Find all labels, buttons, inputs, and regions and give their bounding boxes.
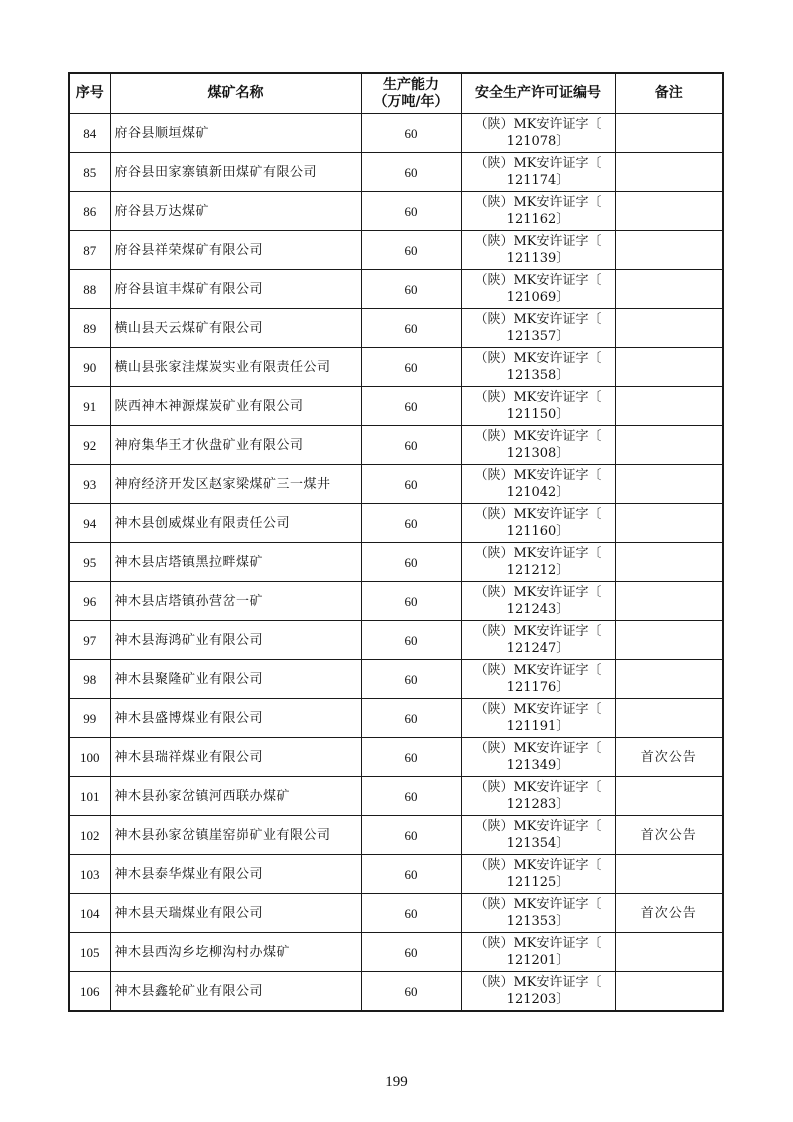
cell-license xyxy=(461,855,615,894)
license-line1: （陕）MK安许证字〔 xyxy=(474,312,602,327)
license-line1: （陕）MK安许证字〔 xyxy=(474,897,602,912)
table-row xyxy=(69,231,723,270)
table-row xyxy=(69,114,723,153)
cell-note xyxy=(615,504,723,543)
cell-mine-name: 神木县天瑞煤业有限公司 xyxy=(110,894,361,933)
table-row xyxy=(69,348,723,387)
table-header-row xyxy=(69,73,723,114)
cell-license xyxy=(461,933,615,972)
page-number: 199 xyxy=(385,1074,408,1090)
cell-mine-name: 府谷县谊丰煤矿有限公司 xyxy=(110,270,361,309)
cell-no: 92 xyxy=(69,426,110,465)
cell-license xyxy=(461,582,615,621)
cell-mine-name: 府谷县万达煤矿 xyxy=(110,192,361,231)
license-line2: 121042〕 xyxy=(506,485,570,500)
license-line1: （陕）MK安许证字〔 xyxy=(474,468,602,483)
cell-no: 87 xyxy=(69,231,110,270)
cell-capacity: 60 xyxy=(361,270,461,309)
license-line1: （陕）MK安许证字〔 xyxy=(474,117,602,132)
license-line2: 121283〕 xyxy=(506,797,570,812)
license-line1: （陕）MK安许证字〔 xyxy=(474,429,602,444)
cell-note xyxy=(615,114,723,153)
cell-license xyxy=(461,348,615,387)
cell-mine-name: 神木县聚隆矿业有限公司 xyxy=(110,660,361,699)
license-line1: （陕）MK安许证字〔 xyxy=(474,507,602,522)
table-row xyxy=(69,309,723,348)
table-row xyxy=(69,543,723,582)
cell-no: 99 xyxy=(69,699,110,738)
table-row xyxy=(69,777,723,816)
cell-capacity: 60 xyxy=(361,309,461,348)
license-line2: 121191〕 xyxy=(506,719,570,734)
header-capacity xyxy=(361,73,461,114)
license-line2: 121358〕 xyxy=(506,368,570,383)
header-license: 安全生产许可证编号 xyxy=(461,73,615,114)
license-line2: 121353〕 xyxy=(506,914,570,929)
cell-license xyxy=(461,270,615,309)
cell-capacity: 60 xyxy=(361,465,461,504)
cell-no: 102 xyxy=(69,816,110,855)
cell-capacity: 60 xyxy=(361,348,461,387)
cell-note xyxy=(615,777,723,816)
license-line1: （陕）MK安许证字〔 xyxy=(474,858,602,873)
cell-license xyxy=(461,231,615,270)
license-line1: （陕）MK安许证字〔 xyxy=(474,585,602,600)
cell-note: 首次公告 xyxy=(615,738,723,777)
cell-license xyxy=(461,153,615,192)
table-row xyxy=(69,972,723,1012)
cell-capacity: 60 xyxy=(361,855,461,894)
cell-note xyxy=(615,426,723,465)
cell-capacity: 60 xyxy=(361,972,461,1012)
cell-no: 88 xyxy=(69,270,110,309)
cell-no: 105 xyxy=(69,933,110,972)
license-line2: 121174〕 xyxy=(506,173,570,188)
license-line2: 121176〕 xyxy=(506,680,570,695)
license-line2: 121357〕 xyxy=(506,329,570,344)
cell-note xyxy=(615,972,723,1012)
cell-mine-name: 神木县泰华煤业有限公司 xyxy=(110,855,361,894)
cell-note xyxy=(615,348,723,387)
table-row xyxy=(69,387,723,426)
table-row xyxy=(69,465,723,504)
cell-no: 97 xyxy=(69,621,110,660)
table-row xyxy=(69,660,723,699)
cell-mine-name: 横山县天云煤矿有限公司 xyxy=(110,309,361,348)
cell-note xyxy=(615,543,723,582)
cell-capacity: 60 xyxy=(361,504,461,543)
cell-no: 106 xyxy=(69,972,110,1012)
cell-license xyxy=(461,114,615,153)
cell-no: 90 xyxy=(69,348,110,387)
cell-license xyxy=(461,543,615,582)
cell-capacity: 60 xyxy=(361,543,461,582)
cell-license xyxy=(461,816,615,855)
cell-license xyxy=(461,387,615,426)
cell-no: 93 xyxy=(69,465,110,504)
cell-license xyxy=(461,738,615,777)
table-row xyxy=(69,855,723,894)
cell-mine-name: 神木县鑫轮矿业有限公司 xyxy=(110,972,361,1012)
license-line2: 121349〕 xyxy=(506,758,570,773)
cell-mine-name: 府谷县田家寨镇新田煤矿有限公司 xyxy=(110,153,361,192)
cell-capacity: 60 xyxy=(361,192,461,231)
license-line1: （陕）MK安许证字〔 xyxy=(474,663,602,678)
cell-license xyxy=(461,699,615,738)
license-line1: （陕）MK安许证字〔 xyxy=(474,234,602,249)
license-line2: 121247〕 xyxy=(506,641,570,656)
license-line1: （陕）MK安许证字〔 xyxy=(474,156,602,171)
cell-capacity: 60 xyxy=(361,894,461,933)
cell-mine-name: 神木县创威煤业有限责任公司 xyxy=(110,504,361,543)
cell-no: 85 xyxy=(69,153,110,192)
table-row xyxy=(69,699,723,738)
cell-capacity: 60 xyxy=(361,933,461,972)
license-line1: （陕）MK安许证字〔 xyxy=(474,819,602,834)
table-row xyxy=(69,192,723,231)
cell-mine-name: 神木县孙家岔镇河西联办煤矿 xyxy=(110,777,361,816)
cell-no: 100 xyxy=(69,738,110,777)
cell-mine-name: 府谷县祥荣煤矿有限公司 xyxy=(110,231,361,270)
table-row xyxy=(69,270,723,309)
cell-mine-name: 横山县张家洼煤炭实业有限责任公司 xyxy=(110,348,361,387)
cell-license xyxy=(461,309,615,348)
cell-mine-name: 神府经济开发区赵家梁煤矿三一煤井 xyxy=(110,465,361,504)
cell-capacity: 60 xyxy=(361,777,461,816)
license-line1: （陕）MK安许证字〔 xyxy=(474,624,602,639)
cell-license xyxy=(461,192,615,231)
cell-capacity: 60 xyxy=(361,114,461,153)
license-line1: （陕）MK安许证字〔 xyxy=(474,780,602,795)
cell-mine-name: 神木县盛博煤业有限公司 xyxy=(110,699,361,738)
license-line2: 121069〕 xyxy=(506,290,570,305)
cell-note xyxy=(615,309,723,348)
cell-capacity: 60 xyxy=(361,699,461,738)
cell-note xyxy=(615,231,723,270)
license-line1: （陕）MK安许证字〔 xyxy=(474,351,602,366)
table-row xyxy=(69,816,723,855)
license-line2: 121243〕 xyxy=(506,602,570,617)
license-line1: （陕）MK安许证字〔 xyxy=(474,546,602,561)
header-name: 煤矿名称 xyxy=(110,73,361,114)
license-line2: 121139〕 xyxy=(506,251,570,266)
cell-note xyxy=(615,465,723,504)
cell-mine-name: 神木县瑞祥煤业有限公司 xyxy=(110,738,361,777)
table-row xyxy=(69,426,723,465)
table-row xyxy=(69,894,723,933)
cell-no: 96 xyxy=(69,582,110,621)
cell-capacity: 60 xyxy=(361,816,461,855)
cell-no: 86 xyxy=(69,192,110,231)
header-no: 序号 xyxy=(69,73,110,114)
cell-mine-name: 神木县店塔镇黑拉畔煤矿 xyxy=(110,543,361,582)
cell-license xyxy=(461,621,615,660)
cell-license xyxy=(461,894,615,933)
license-line1: （陕）MK安许证字〔 xyxy=(474,195,602,210)
cell-mine-name: 神木县孙家岔镇崖窑峁矿业有限公司 xyxy=(110,816,361,855)
cell-note xyxy=(615,153,723,192)
license-line2: 121203〕 xyxy=(506,992,570,1007)
cell-note xyxy=(615,855,723,894)
header-capacity-line1: 生产能力 xyxy=(383,76,439,93)
cell-mine-name: 府谷县顺垣煤矿 xyxy=(110,114,361,153)
cell-capacity: 60 xyxy=(361,738,461,777)
license-line1: （陕）MK安许证字〔 xyxy=(474,702,602,717)
cell-license xyxy=(461,972,615,1012)
cell-mine-name: 神木县店塔镇孙营岔一矿 xyxy=(110,582,361,621)
cell-mine-name: 陕西神木神源煤炭矿业有限公司 xyxy=(110,387,361,426)
license-line2: 121354〕 xyxy=(506,836,570,851)
cell-no: 95 xyxy=(69,543,110,582)
cell-capacity: 60 xyxy=(361,660,461,699)
cell-note xyxy=(615,621,723,660)
cell-mine-name: 神木县西沟乡圪柳沟村办煤矿 xyxy=(110,933,361,972)
license-line1: （陕）MK安许证字〔 xyxy=(474,936,602,951)
license-line2: 121160〕 xyxy=(506,524,570,539)
header-capacity-line2: （万吨/年） xyxy=(373,93,449,110)
cell-capacity: 60 xyxy=(361,231,461,270)
cell-mine-name: 神木县海鸿矿业有限公司 xyxy=(110,621,361,660)
license-line2: 121162〕 xyxy=(506,212,570,227)
license-line2: 121212〕 xyxy=(506,563,570,578)
cell-license xyxy=(461,777,615,816)
cell-no: 104 xyxy=(69,894,110,933)
license-line1: （陕）MK安许证字〔 xyxy=(474,390,602,405)
license-line1: （陕）MK安许证字〔 xyxy=(474,273,602,288)
table-row xyxy=(69,933,723,972)
cell-note xyxy=(615,699,723,738)
cell-license xyxy=(461,465,615,504)
cell-no: 103 xyxy=(69,855,110,894)
cell-note: 首次公告 xyxy=(615,816,723,855)
cell-capacity: 60 xyxy=(361,387,461,426)
coal-mine-table xyxy=(68,72,724,1012)
table-row xyxy=(69,738,723,777)
cell-capacity: 60 xyxy=(361,426,461,465)
license-line1: （陕）MK安许证字〔 xyxy=(474,741,602,756)
cell-no: 84 xyxy=(69,114,110,153)
cell-note xyxy=(615,660,723,699)
table-row xyxy=(69,621,723,660)
cell-note xyxy=(615,192,723,231)
cell-no: 94 xyxy=(69,504,110,543)
license-line2: 121201〕 xyxy=(506,953,570,968)
cell-capacity: 60 xyxy=(361,582,461,621)
cell-license xyxy=(461,426,615,465)
cell-no: 91 xyxy=(69,387,110,426)
header-note: 备注 xyxy=(615,73,723,114)
cell-no: 98 xyxy=(69,660,110,699)
cell-capacity: 60 xyxy=(361,621,461,660)
table-row xyxy=(69,153,723,192)
cell-note xyxy=(615,387,723,426)
license-line1: （陕）MK安许证字〔 xyxy=(474,975,602,990)
cell-license xyxy=(461,660,615,699)
cell-no: 101 xyxy=(69,777,110,816)
cell-note xyxy=(615,270,723,309)
cell-note xyxy=(615,933,723,972)
cell-note xyxy=(615,582,723,621)
cell-no: 89 xyxy=(69,309,110,348)
license-line2: 121125〕 xyxy=(506,875,570,890)
table-row xyxy=(69,582,723,621)
cell-mine-name: 神府集华王才伙盘矿业有限公司 xyxy=(110,426,361,465)
cell-capacity: 60 xyxy=(361,153,461,192)
table-row xyxy=(69,504,723,543)
cell-note: 首次公告 xyxy=(615,894,723,933)
license-line2: 121078〕 xyxy=(506,134,570,149)
license-line2: 121150〕 xyxy=(506,407,570,422)
license-line2: 121308〕 xyxy=(506,446,570,461)
cell-license xyxy=(461,504,615,543)
